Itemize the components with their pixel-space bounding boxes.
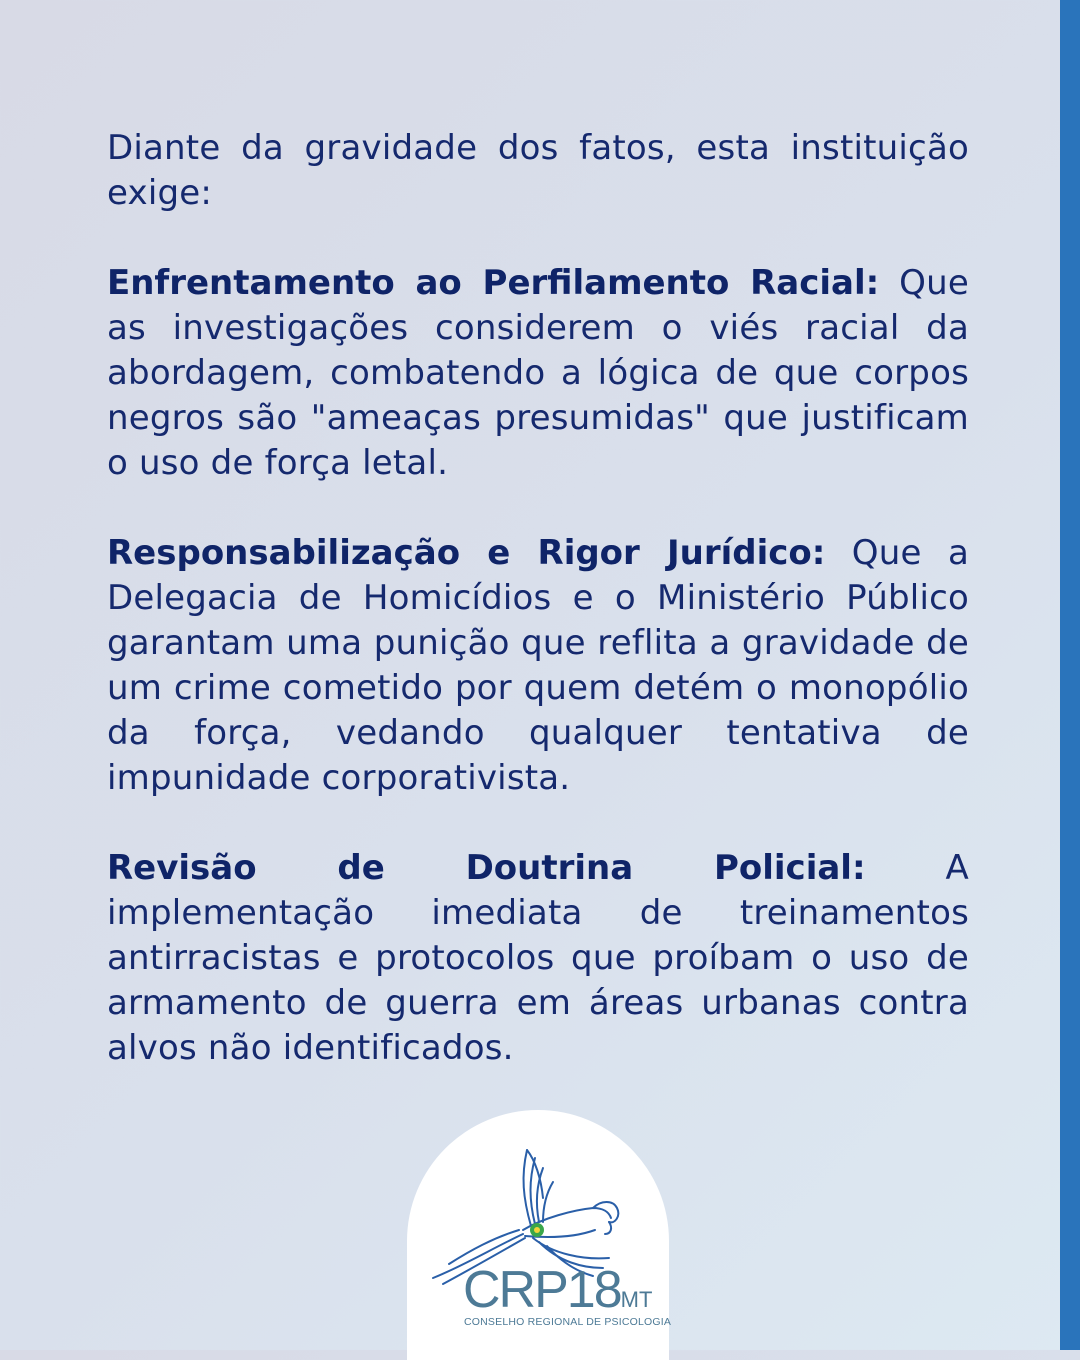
demand-text: Que a Delegacia de Homicídios e o Ministério Público garantam uma punição que reflita a gravidade de um crime cometido por quem detém o monopólio da força, vedando qualquer tentativa de impunidade corporativista. bbox=[107, 533, 969, 798]
logo-suffix-text: MT bbox=[620, 1287, 653, 1312]
logo-main-text: CRP18 bbox=[463, 1261, 621, 1319]
intro-paragraph: Diante da gravidade dos fatos, esta instituição exige: bbox=[107, 128, 969, 213]
demand-accountability bbox=[107, 531, 969, 801]
demand-text: A implementação imediata de treinamentos antirracistas e protocolos que proíbam o uso de armamento de guerra em áreas urbanas contra alvos não identificados. bbox=[107, 848, 969, 1068]
logo-subtitle: CONSELHO REGIONAL DE PSICOLOGIA bbox=[464, 1316, 672, 1328]
demand-title: Responsabilização e Rigor Jurídico: bbox=[107, 533, 826, 573]
statement-content bbox=[107, 126, 969, 1116]
demand-text: Que as investigações considerem o viés racial da abordagem, combatendo a lógica de que corpos negros são "ameaças presumidas" que justificam o uso de força letal. bbox=[107, 263, 969, 483]
accent-side-bar bbox=[1060, 0, 1080, 1350]
demand-doctrine-review bbox=[107, 846, 969, 1071]
demand-racial-profiling bbox=[107, 261, 969, 486]
logo-wordmark bbox=[463, 1260, 652, 1320]
demand-title: Enfrentamento ao Perfilamento Racial: bbox=[107, 263, 880, 303]
logo-card bbox=[407, 1110, 672, 1360]
demand-title: Revisão de Doutrina Policial: bbox=[107, 848, 866, 888]
